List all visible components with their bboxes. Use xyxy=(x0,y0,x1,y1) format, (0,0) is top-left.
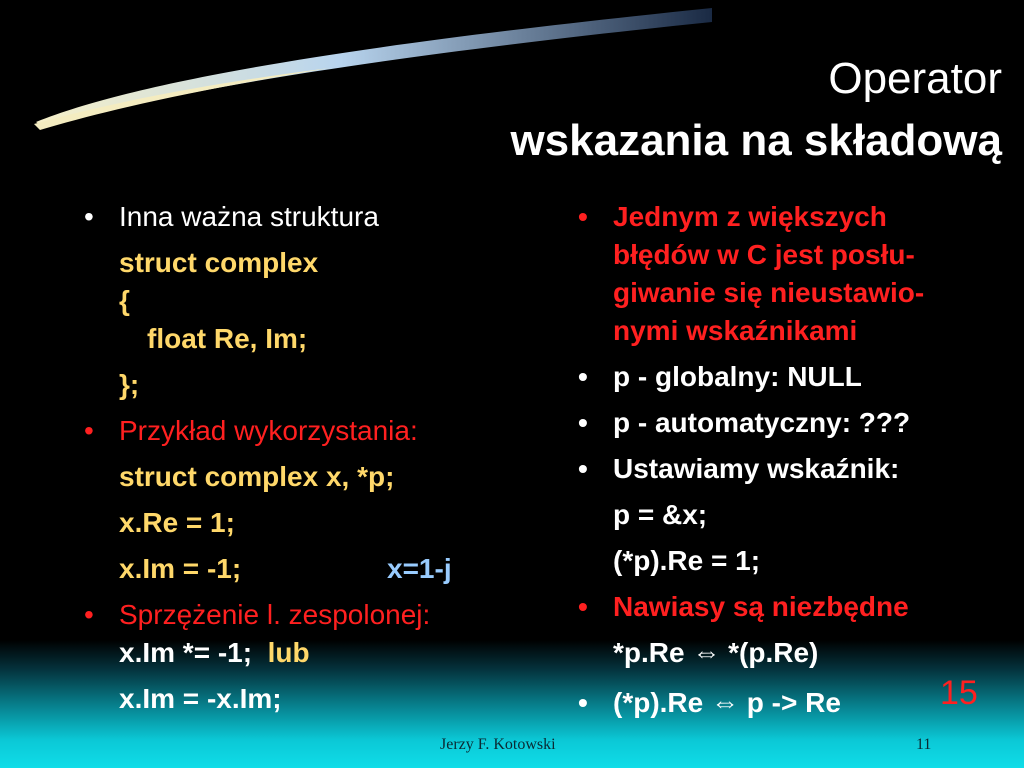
bullet-glyph: • xyxy=(578,591,588,622)
code-line: p = &x; xyxy=(613,499,708,530)
bullet-text: Sprzężenie l. zespolonej: xyxy=(119,599,431,630)
bullet-glyph: • xyxy=(578,407,588,438)
bullet-glyph: • xyxy=(84,201,94,232)
bullet-glyph: • xyxy=(84,415,94,446)
bullet-text: p - automatyczny: ??? xyxy=(613,407,911,438)
title-line-2: wskazania na składową xyxy=(510,116,1002,165)
code-line: }; xyxy=(119,369,140,400)
code-text: p -> Re xyxy=(746,687,841,718)
bullet-glyph: • xyxy=(578,201,588,232)
bullet-item xyxy=(578,198,1008,236)
bullet-text-cont: nymi wskaźnikami xyxy=(613,315,858,346)
code-text: x.Im *= -1; xyxy=(119,637,253,668)
code-line: x.Im = -x.Im; xyxy=(119,683,282,714)
bullet-item xyxy=(578,404,1008,442)
code-line: struct complex xyxy=(119,247,319,278)
code-line xyxy=(578,634,1008,672)
title-line-1: Operator xyxy=(828,54,1002,103)
code-line xyxy=(84,550,524,588)
bullet-text: Nawiasy są niezbędne xyxy=(613,591,909,622)
bullet-text-cont: giwanie się nieustawio- xyxy=(613,277,925,308)
bullet-glyph: • xyxy=(84,599,94,630)
bullet-glyph: • xyxy=(578,361,588,392)
right-column xyxy=(578,198,1008,722)
lub-word: lub xyxy=(267,637,310,668)
bullet-text: p - globalny: NULL xyxy=(613,361,862,392)
bullet-text: Przykład wykorzystania: xyxy=(119,415,418,446)
slide-number-large: 15 xyxy=(940,674,978,712)
code-line: struct complex x, *p; xyxy=(119,461,395,492)
bullet-text: Inna ważna struktura xyxy=(119,201,379,232)
slide-title xyxy=(510,48,1002,172)
bullet-text: Jednym z większych xyxy=(613,201,887,232)
bullet-item xyxy=(84,198,524,236)
bullet-item xyxy=(578,358,1008,396)
code-line: { xyxy=(119,285,130,316)
bullet-item xyxy=(578,450,1008,488)
code-text: x.Im = -1; xyxy=(119,553,242,584)
equivalence-icon: ⇔ xyxy=(711,687,740,718)
bullet-text: Ustawiamy wskaźnik: xyxy=(613,453,900,484)
code-text: *p.Re xyxy=(613,637,685,668)
bullet-glyph: • xyxy=(578,453,588,484)
footer-author: Jerzy F. Kotowski xyxy=(440,736,556,753)
code-line: x.Re = 1; xyxy=(119,507,235,538)
code-text: *(p.Re) xyxy=(728,637,819,668)
footer-page-number: 11 xyxy=(916,736,932,753)
bullet-text-cont: błędów w C jest posłu- xyxy=(613,239,915,270)
bullet-item xyxy=(84,596,524,634)
left-column xyxy=(84,198,524,718)
code-line: (*p).Re = 1; xyxy=(613,545,761,576)
equivalence-icon: ⇔ xyxy=(692,637,721,668)
code-line: float Re, Im; xyxy=(147,323,308,354)
bullet-glyph: • xyxy=(578,687,588,718)
bullet-item xyxy=(578,588,1008,626)
complex-note: x=1-j xyxy=(387,553,452,584)
bullet-item xyxy=(84,412,524,450)
code-text: (*p).Re xyxy=(613,687,704,718)
code-line xyxy=(84,634,524,672)
